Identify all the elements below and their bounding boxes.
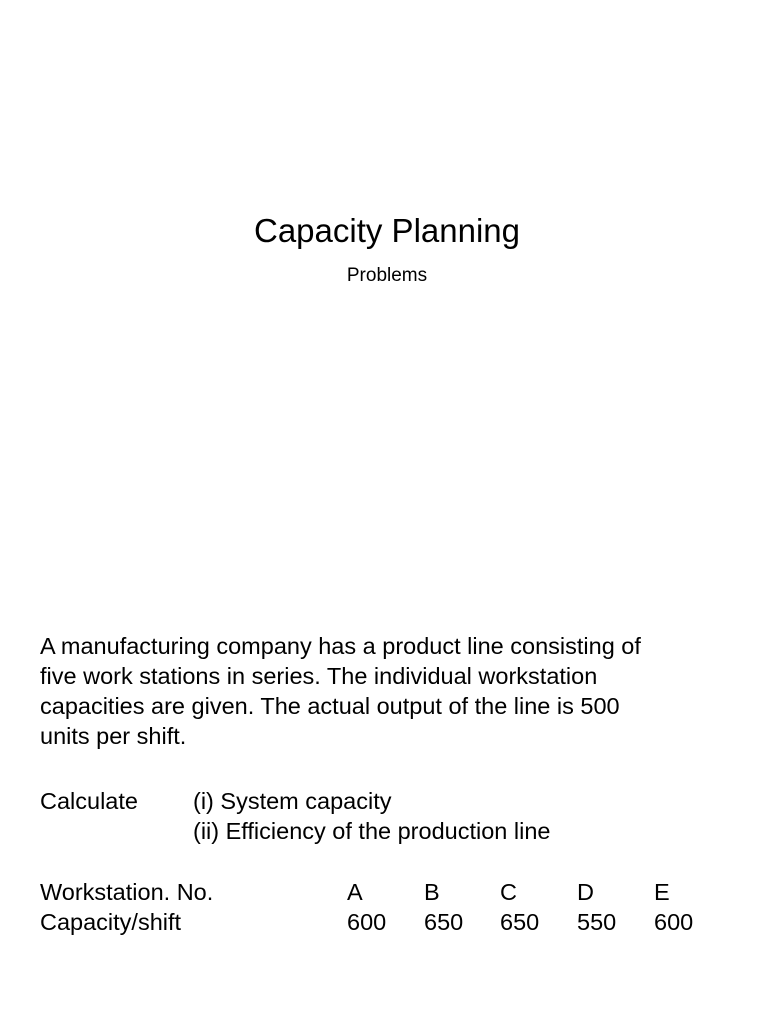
- row-label-capacity: Capacity/shift: [40, 909, 182, 935]
- problem-slide: [0, 500, 768, 1024]
- station-header: D: [577, 879, 594, 905]
- title-slide: [0, 0, 768, 500]
- problem-line: A manufacturing company has a product line consisting of: [40, 633, 641, 659]
- capacity-cell: 650: [500, 909, 540, 935]
- row-label-workstation: Workstation. No.: [40, 879, 214, 905]
- station-header: B: [424, 879, 440, 905]
- station-header: E: [654, 879, 670, 905]
- capacity-cell: 600: [347, 909, 387, 935]
- problem-line: five work stations in series. The individual workstation: [40, 663, 598, 689]
- calculate-label: Calculate: [40, 788, 138, 814]
- task-item-2: (ii) Efficiency of the production line: [193, 818, 551, 844]
- capacity-cell: 600: [654, 909, 694, 935]
- slide-title: Capacity Planning: [254, 212, 520, 249]
- slide-subtitle: Problems: [346, 265, 428, 286]
- capacity-cell: 650: [424, 909, 464, 935]
- task-item-1: (i) System capacity: [193, 788, 392, 814]
- capacity-cell: 550: [577, 909, 617, 935]
- problem-line: units per shift.: [40, 723, 187, 749]
- problem-statement: [40, 631, 740, 751]
- problem-line: capacities are given. The actual output of the line is 500: [40, 693, 620, 719]
- station-header: C: [500, 879, 517, 905]
- station-header: A: [347, 879, 363, 905]
